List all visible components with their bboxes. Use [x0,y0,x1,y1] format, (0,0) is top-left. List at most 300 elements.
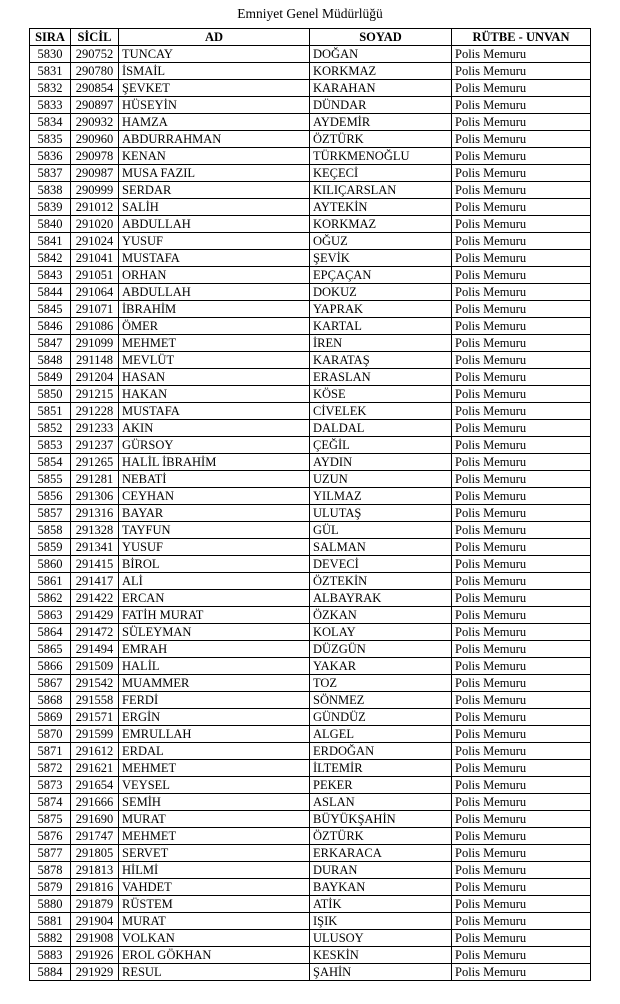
cell-sicil: 291012 [71,199,119,216]
cell-rutbe: Polis Memuru [452,335,591,352]
table-header-row [30,29,591,46]
cell-ad: VEYSEL [119,777,310,794]
cell-rutbe: Polis Memuru [452,420,591,437]
cell-soyad: KORKMAZ [310,63,452,80]
cell-soyad: KORKMAZ [310,216,452,233]
cell-rutbe: Polis Memuru [452,386,591,403]
cell-ad: RÜSTEM [119,896,310,913]
cell-sira: 5874 [30,794,71,811]
cell-rutbe: Polis Memuru [452,743,591,760]
cell-rutbe: Polis Memuru [452,811,591,828]
cell-soyad: EPÇAÇAN [310,267,452,284]
cell-soyad: ULUSOY [310,930,452,947]
cell-soyad: ÖZTÜRK [310,131,452,148]
cell-soyad: İLTEMİR [310,760,452,777]
cell-sira: 5857 [30,505,71,522]
table-row [30,794,591,811]
cell-rutbe: Polis Memuru [452,369,591,386]
cell-sicil: 291417 [71,573,119,590]
cell-ad: SEMİH [119,794,310,811]
table-row [30,182,591,199]
cell-soyad: TÜRKMENOĞLU [310,148,452,165]
cell-ad: İSMAİL [119,63,310,80]
cell-soyad: BÜYÜKŞAHİN [310,811,452,828]
cell-sira: 5848 [30,352,71,369]
cell-sicil: 291099 [71,335,119,352]
cell-rutbe: Polis Memuru [452,862,591,879]
cell-soyad: KOLAY [310,624,452,641]
cell-ad: MEVLÜT [119,352,310,369]
cell-sicil: 291816 [71,879,119,896]
cell-ad: HALİL [119,658,310,675]
cell-sicil: 291805 [71,845,119,862]
cell-rutbe: Polis Memuru [452,437,591,454]
cell-sicil: 291879 [71,896,119,913]
cell-sira: 5842 [30,250,71,267]
header-sicil: SİCİL [71,29,119,46]
cell-sira: 5865 [30,641,71,658]
table-row [30,148,591,165]
cell-rutbe: Polis Memuru [452,794,591,811]
cell-soyad: OĞUZ [310,233,452,250]
cell-rutbe: Polis Memuru [452,131,591,148]
table-row [30,233,591,250]
cell-sicil: 291233 [71,420,119,437]
table-row [30,505,591,522]
cell-sicil: 291281 [71,471,119,488]
cell-sira: 5846 [30,318,71,335]
cell-rutbe: Polis Memuru [452,505,591,522]
cell-soyad: ERKARACA [310,845,452,862]
table-body [30,46,591,981]
cell-soyad: YAPRAK [310,301,452,318]
cell-ad: MURAT [119,811,310,828]
cell-sicil: 291904 [71,913,119,930]
table-row [30,811,591,828]
table-row [30,403,591,420]
cell-sicil: 290999 [71,182,119,199]
cell-soyad: CİVELEK [310,403,452,420]
table-row [30,573,591,590]
cell-sicil: 291429 [71,607,119,624]
cell-soyad: AYTEKİN [310,199,452,216]
table-row [30,675,591,692]
cell-sira: 5876 [30,828,71,845]
cell-ad: MUAMMER [119,675,310,692]
cell-ad: ŞEVKET [119,80,310,97]
cell-ad: YUSUF [119,233,310,250]
table-row [30,471,591,488]
table-row [30,726,591,743]
table-row [30,590,591,607]
cell-sira: 5867 [30,675,71,692]
cell-sira: 5881 [30,913,71,930]
cell-ad: FATİH MURAT [119,607,310,624]
cell-soyad: SÖNMEZ [310,692,452,709]
cell-ad: TUNCAY [119,46,310,63]
table-row [30,658,591,675]
cell-ad: HÜSEYİN [119,97,310,114]
table-row [30,743,591,760]
cell-sira: 5851 [30,403,71,420]
cell-sira: 5861 [30,573,71,590]
cell-rutbe: Polis Memuru [452,46,591,63]
cell-rutbe: Polis Memuru [452,692,591,709]
personnel-table [29,28,591,981]
cell-ad: TAYFUN [119,522,310,539]
cell-soyad: SALMAN [310,539,452,556]
cell-rutbe: Polis Memuru [452,590,591,607]
table-row [30,930,591,947]
cell-rutbe: Polis Memuru [452,658,591,675]
cell-soyad: ŞEVİK [310,250,452,267]
header-soyad: SOYAD [310,29,452,46]
cell-sira: 5873 [30,777,71,794]
table-row [30,216,591,233]
cell-soyad: ŞAHİN [310,964,452,981]
cell-sicil: 291558 [71,692,119,709]
cell-rutbe: Polis Memuru [452,641,591,658]
cell-soyad: KARATAŞ [310,352,452,369]
cell-sira: 5834 [30,114,71,131]
cell-sira: 5847 [30,335,71,352]
cell-ad: GÜRSOY [119,437,310,454]
cell-ad: SERVET [119,845,310,862]
cell-ad: BİROL [119,556,310,573]
table-row [30,709,591,726]
cell-ad: ERGİN [119,709,310,726]
cell-sira: 5854 [30,454,71,471]
table-row [30,862,591,879]
table-row [30,97,591,114]
cell-rutbe: Polis Memuru [452,539,591,556]
cell-rutbe: Polis Memuru [452,250,591,267]
cell-ad: SALİH [119,199,310,216]
cell-sira: 5849 [30,369,71,386]
table-row [30,879,591,896]
table-row [30,114,591,131]
cell-rutbe: Polis Memuru [452,165,591,182]
cell-sira: 5843 [30,267,71,284]
cell-ad: ABDURRAHMAN [119,131,310,148]
cell-sira: 5871 [30,743,71,760]
cell-ad: SÜLEYMAN [119,624,310,641]
cell-sicil: 291204 [71,369,119,386]
table-row [30,63,591,80]
cell-soyad: PEKER [310,777,452,794]
cell-sicil: 291813 [71,862,119,879]
table-row [30,420,591,437]
cell-soyad: DÜNDAR [310,97,452,114]
cell-soyad: ULUTAŞ [310,505,452,522]
cell-sicil: 291228 [71,403,119,420]
cell-sicil: 291690 [71,811,119,828]
table-row [30,165,591,182]
cell-sira: 5883 [30,947,71,964]
cell-sicil: 291654 [71,777,119,794]
table-row [30,386,591,403]
cell-sicil: 291908 [71,930,119,947]
cell-soyad: ÖZTÜRK [310,828,452,845]
cell-soyad: KILIÇARSLAN [310,182,452,199]
cell-soyad: BAYKAN [310,879,452,896]
table-row [30,522,591,539]
cell-sira: 5868 [30,692,71,709]
table-row [30,607,591,624]
cell-sicil: 290978 [71,148,119,165]
cell-soyad: DOKUZ [310,284,452,301]
cell-soyad: AYDEMİR [310,114,452,131]
table-row [30,641,591,658]
cell-ad: ERDAL [119,743,310,760]
cell-rutbe: Polis Memuru [452,896,591,913]
cell-soyad: ALGEL [310,726,452,743]
cell-sira: 5841 [30,233,71,250]
cell-soyad: ALBAYRAK [310,590,452,607]
cell-ad: VOLKAN [119,930,310,947]
header-sira: SIRA [30,29,71,46]
cell-rutbe: Polis Memuru [452,301,591,318]
cell-sira: 5864 [30,624,71,641]
cell-soyad: YILMAZ [310,488,452,505]
page-title: Emniyet Genel Müdürlüğü [237,6,383,21]
cell-sira: 5863 [30,607,71,624]
table-row [30,692,591,709]
cell-ad: AKIN [119,420,310,437]
cell-rutbe: Polis Memuru [452,284,591,301]
cell-rutbe: Polis Memuru [452,267,591,284]
table-row [30,896,591,913]
cell-sira: 5875 [30,811,71,828]
cell-sicil: 291599 [71,726,119,743]
cell-sira: 5880 [30,896,71,913]
cell-soyad: ÖZKAN [310,607,452,624]
cell-rutbe: Polis Memuru [452,879,591,896]
cell-ad: MEHMET [119,760,310,777]
cell-rutbe: Polis Memuru [452,199,591,216]
cell-rutbe: Polis Memuru [452,488,591,505]
cell-sicil: 291571 [71,709,119,726]
cell-sira: 5852 [30,420,71,437]
cell-sira: 5882 [30,930,71,947]
cell-rutbe: Polis Memuru [452,63,591,80]
table-row [30,624,591,641]
cell-rutbe: Polis Memuru [452,80,591,97]
cell-sira: 5872 [30,760,71,777]
cell-ad: HAKAN [119,386,310,403]
cell-rutbe: Polis Memuru [452,471,591,488]
cell-sicil: 290854 [71,80,119,97]
cell-sicil: 291747 [71,828,119,845]
table-row [30,539,591,556]
table-row [30,488,591,505]
cell-sira: 5856 [30,488,71,505]
cell-ad: ABDULLAH [119,284,310,301]
table-row [30,284,591,301]
cell-rutbe: Polis Memuru [452,845,591,862]
cell-rutbe: Polis Memuru [452,709,591,726]
table-row [30,964,591,981]
cell-rutbe: Polis Memuru [452,148,591,165]
cell-sira: 5844 [30,284,71,301]
cell-sira: 5832 [30,80,71,97]
cell-soyad: UZUN [310,471,452,488]
cell-ad: MUSA FAZIL [119,165,310,182]
cell-sicil: 291415 [71,556,119,573]
cell-rutbe: Polis Memuru [452,97,591,114]
cell-rutbe: Polis Memuru [452,624,591,641]
cell-sira: 5855 [30,471,71,488]
table-row [30,845,591,862]
cell-sicil: 291086 [71,318,119,335]
cell-ad: ALİ [119,573,310,590]
cell-rutbe: Polis Memuru [452,233,591,250]
cell-rutbe: Polis Memuru [452,726,591,743]
cell-sicil: 291328 [71,522,119,539]
table-row [30,250,591,267]
cell-rutbe: Polis Memuru [452,913,591,930]
cell-soyad: TOZ [310,675,452,692]
cell-sira: 5836 [30,148,71,165]
table-row [30,369,591,386]
table-row [30,454,591,471]
cell-rutbe: Polis Memuru [452,573,591,590]
cell-rutbe: Polis Memuru [452,522,591,539]
cell-sira: 5866 [30,658,71,675]
cell-ad: NEBATİ [119,471,310,488]
table-row [30,318,591,335]
cell-soyad: KARAHAN [310,80,452,97]
cell-soyad: ÖZTEKİN [310,573,452,590]
cell-rutbe: Polis Memuru [452,556,591,573]
cell-sira: 5833 [30,97,71,114]
cell-rutbe: Polis Memuru [452,947,591,964]
cell-ad: CEYHAN [119,488,310,505]
cell-sicil: 290752 [71,46,119,63]
cell-soyad: KEÇECİ [310,165,452,182]
cell-soyad: DEVECİ [310,556,452,573]
cell-sira: 5845 [30,301,71,318]
cell-sira: 5869 [30,709,71,726]
cell-sicil: 291148 [71,352,119,369]
cell-sira: 5835 [30,131,71,148]
table-row [30,556,591,573]
cell-sira: 5858 [30,522,71,539]
cell-ad: ÖMER [119,318,310,335]
cell-sicil: 291237 [71,437,119,454]
table-row [30,913,591,930]
table-row [30,437,591,454]
cell-ad: FERDİ [119,692,310,709]
cell-sira: 5850 [30,386,71,403]
cell-sira: 5879 [30,879,71,896]
cell-sicil: 291621 [71,760,119,777]
table-row [30,335,591,352]
cell-rutbe: Polis Memuru [452,114,591,131]
cell-sicil: 291542 [71,675,119,692]
cell-soyad: ATİK [310,896,452,913]
cell-soyad: ERASLAN [310,369,452,386]
table-row [30,46,591,63]
cell-soyad: DOĞAN [310,46,452,63]
cell-ad: YUSUF [119,539,310,556]
cell-sicil: 291020 [71,216,119,233]
cell-sira: 5870 [30,726,71,743]
cell-ad: ERCAN [119,590,310,607]
cell-ad: HİLMİ [119,862,310,879]
cell-ad: MURAT [119,913,310,930]
cell-ad: VAHDET [119,879,310,896]
cell-sicil: 291509 [71,658,119,675]
cell-soyad: KARTAL [310,318,452,335]
cell-ad: EMRULLAH [119,726,310,743]
cell-sira: 5862 [30,590,71,607]
cell-sicil: 291071 [71,301,119,318]
cell-rutbe: Polis Memuru [452,454,591,471]
cell-sicil: 290780 [71,63,119,80]
cell-sicil: 291926 [71,947,119,964]
cell-soyad: ERDOĞAN [310,743,452,760]
cell-ad: MEHMET [119,335,310,352]
cell-ad: EROL GÖKHAN [119,947,310,964]
cell-sira: 5830 [30,46,71,63]
table-row [30,828,591,845]
cell-rutbe: Polis Memuru [452,930,591,947]
table-row [30,777,591,794]
cell-soyad: DALDAL [310,420,452,437]
cell-sicil: 291215 [71,386,119,403]
cell-soyad: IŞIK [310,913,452,930]
cell-soyad: GÜNDÜZ [310,709,452,726]
cell-ad: BAYAR [119,505,310,522]
cell-sicil: 291051 [71,267,119,284]
header-rutbe: RÜTBE - UNVAN [452,29,591,46]
cell-ad: RESUL [119,964,310,981]
cell-soyad: DÜZGÜN [310,641,452,658]
cell-sicil: 291306 [71,488,119,505]
cell-sira: 5840 [30,216,71,233]
cell-sicil: 291494 [71,641,119,658]
table-row [30,80,591,97]
cell-soyad: GÜL [310,522,452,539]
cell-sira: 5860 [30,556,71,573]
cell-ad: MUSTAFA [119,250,310,267]
cell-rutbe: Polis Memuru [452,216,591,233]
cell-soyad: DURAN [310,862,452,879]
cell-sicil: 290932 [71,114,119,131]
cell-soyad: KESKİN [310,947,452,964]
header-ad: AD [119,29,310,46]
cell-ad: ABDULLAH [119,216,310,233]
cell-sira: 5839 [30,199,71,216]
table-row [30,131,591,148]
table-row [30,267,591,284]
cell-ad: MUSTAFA [119,403,310,420]
cell-ad: ORHAN [119,267,310,284]
cell-rutbe: Polis Memuru [452,352,591,369]
cell-ad: EMRAH [119,641,310,658]
cell-rutbe: Polis Memuru [452,403,591,420]
cell-sicil: 291612 [71,743,119,760]
cell-soyad: ASLAN [310,794,452,811]
cell-sira: 5877 [30,845,71,862]
cell-soyad: YAKAR [310,658,452,675]
cell-sicil: 291341 [71,539,119,556]
cell-sicil: 290987 [71,165,119,182]
cell-soyad: İREN [310,335,452,352]
cell-ad: SERDAR [119,182,310,199]
cell-soyad: KÖSE [310,386,452,403]
